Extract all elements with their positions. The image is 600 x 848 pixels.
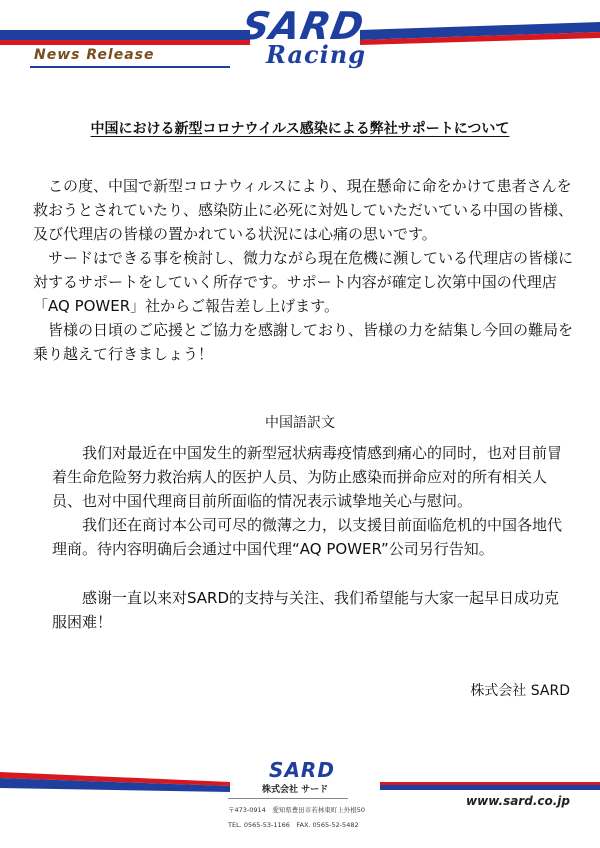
chinese-translation-heading: 中国語訳文: [265, 415, 335, 431]
header-underline: [30, 66, 230, 68]
footer-stripe-right-blue: [380, 785, 600, 790]
japanese-paragraph-2: サードはできる事を検討し、微力ながら現在危機に瀕している代理店の皆様に対するサポートをしていく所存です。サポート内容が確定し次第中国の代理店「AQ POWER」社からご報告差し上げます。: [33, 249, 574, 315]
document-title-text: 中国における新型コロナウイルス感染による弊社サポートについて: [90, 121, 510, 137]
header-stripe-red: [0, 40, 250, 45]
header: [0, 0, 600, 80]
footer-sard-logo: SARD: [269, 758, 335, 782]
footer-stripe-right-red: [380, 782, 600, 785]
news-release-label: News Release: [34, 47, 155, 63]
footer-address: 〒473-0914 愛知県豊田市若林東町上外根50: [228, 806, 366, 814]
logo-sard-text: SARD: [238, 4, 368, 48]
footer-website-link[interactable]: www.sard.co.jp: [466, 794, 570, 808]
footer-phone: TEL. 0565-53-1166 FAX. 0565-52-5482: [228, 821, 359, 829]
chinese-paragraph-3: 感谢一直以来对SARD的支持与关注、我们希望能与大家一起早日成功克服困难！: [52, 589, 560, 631]
footer-company-name: 株式会社 サード: [262, 785, 329, 795]
company-signature: 株式会社 SARD: [470, 683, 570, 699]
chinese-paragraph-1: 我们对最近在中国发生的新型冠状病毒疫情感到痛心的同时，也对目前冒着生命危险努力救治病人的医护人员、为防止感染而拼命应对的所有相关人员、也对中国代理商目前所面临的情况表示诚挚地关心与慰问。: [52, 444, 563, 510]
japanese-paragraph-1: この度、中国で新型コロナウィルスにより、現在懸命に命をかけて患者さんを救おうとされていたり、感染防止に必死に対処していただいている中国の皆様、及び代理店の皆様の置かれている状況には心痛の思いです。: [33, 177, 574, 243]
footer: [0, 758, 600, 848]
logo-racing-text: Racing: [266, 40, 367, 69]
document-title: [0, 118, 600, 138]
header-stripe-blue: [0, 30, 250, 40]
japanese-paragraph-3: 皆様の日頃のご応援とご協力を感謝しており、皆様の力を結集し今回の難局を乗り越えて行きましょう！: [33, 321, 574, 363]
chinese-paragraph-2: 我们还在商讨本公司可尽的微薄之力，以支援目前面临危机的中国各地代理商。待内容明确后会通过中国代理“AQ POWER”公司另行告知。: [52, 516, 563, 558]
sard-racing-logo: [228, 4, 378, 74]
footer-divider: [228, 798, 348, 799]
